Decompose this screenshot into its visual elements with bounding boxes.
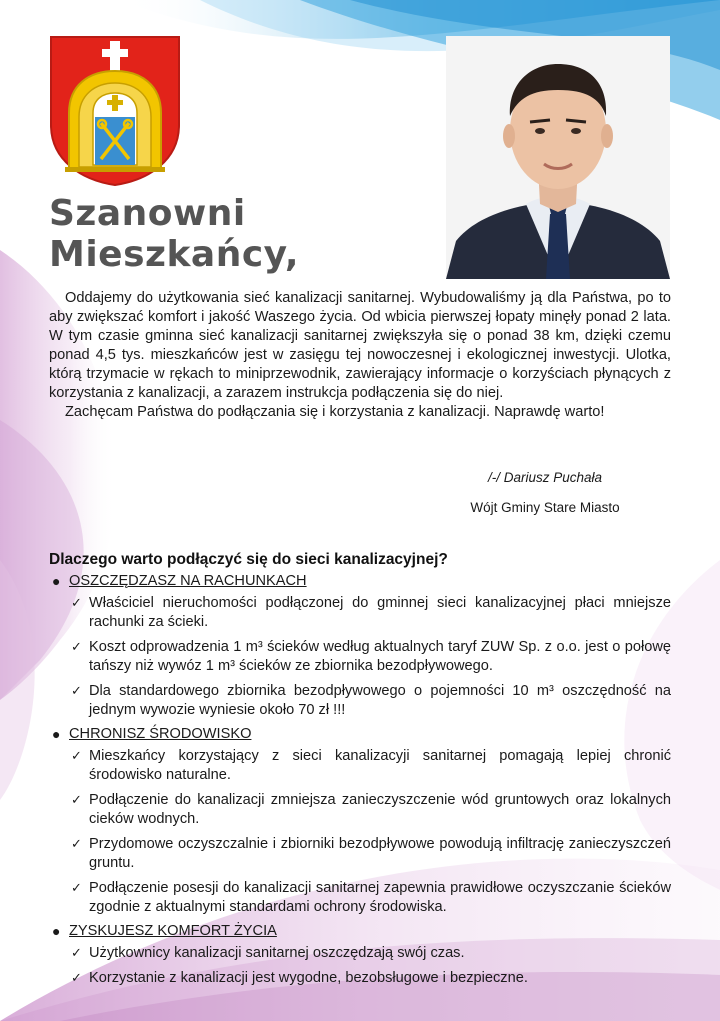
check-icon: ✓ [71, 640, 82, 655]
list-item-text: Mieszkańcy korzystający z sieci kanalizacyji sanitarnej pomagają lepiej chronić środowisko naturalne. [89, 748, 671, 783]
list-item-text: Podłączenie posesji do kanalizacji sanitarnej zapewnia prawidłowe oczyszczanie ścieków zgodnie z aktualnymi standardami ochrony środowiska. [89, 880, 671, 915]
list-item [71, 594, 671, 632]
list-item [71, 944, 671, 963]
greeting-line-1: Szanowni [49, 193, 246, 234]
list-item-text: Właściciel nieruchomości podłączonej do gminnej sieci kanalizacyjnej płaci mniejsze rachunki za ścieki. [89, 595, 671, 630]
check-icon: ✓ [71, 596, 82, 611]
check-icon: ✓ [71, 971, 82, 986]
benefits-list [49, 572, 671, 988]
list-item [71, 835, 671, 873]
list-item [71, 879, 671, 917]
bullet-icon: ● [52, 726, 61, 742]
section-title-text: OSZCZĘDZASZ NA RACHUNKACH [69, 573, 307, 589]
signature-name: /-/ Dariusz Puchała [487, 470, 603, 485]
check-icon: ✓ [71, 684, 82, 699]
check-icon: ✓ [71, 749, 82, 764]
check-icon: ✓ [71, 837, 82, 852]
section-title [49, 572, 671, 591]
check-icon: ✓ [71, 946, 82, 961]
list-item [71, 682, 671, 720]
bullet-icon: ● [52, 923, 61, 939]
section-title [49, 922, 671, 941]
portrait-photo [446, 36, 670, 279]
section-savings [49, 572, 671, 720]
list-item-text: Użytkownicy kanalizacji sanitarnej oszczędzają swój czas. [89, 945, 465, 961]
intro-paragraph-1: Oddajemy do użytkowania sieć kanalizacji sanitarnej. Wybudowaliśmy ją dla Państwa, po to aby zwiększać komfort i jakość Waszego życia. Od wbicia pierwszej łopaty minęły ponad 2 lata. W tym czasie gminna sieć kanalizacji sanitarnej zwiększyła się o ponad 38 km, dzięki czemu ponad 4,5 tys. mieszkańców jest w zasięgu tej nowoczesnej i ekologicznej inwestycji. Ulotka, którą trzymacie w rękach to miniprzewodnik, zawierający informacje o korzyściach płynących z korzystania z kanalizacji, a zarazem instrukcja podłączenia się do niej. [49, 290, 671, 401]
section-title-text: CHRONISZ ŚRODOWISKO [69, 726, 252, 742]
section-title-text: ZYSKUJESZ KOMFORT ŻYCIA [69, 923, 277, 939]
greeting-heading [49, 193, 439, 275]
list-item-text: Przydomowe oczyszczalnie i zbiorniki bezodpływowe powodują infiltrację zanieczyszczeń gruntu. [89, 836, 671, 871]
check-icon: ✓ [71, 881, 82, 896]
list-item [71, 791, 671, 829]
list-item [71, 747, 671, 785]
signature-role: Wójt Gminy Stare Miasto [470, 500, 620, 515]
list-item-text: Podłączenie do kanalizacji zmniejsza zanieczyszczenie wód gruntowych oraz lokalnych cieków wodnych. [89, 792, 671, 827]
section-environment [49, 725, 671, 917]
list-item [71, 638, 671, 676]
check-icon: ✓ [71, 793, 82, 808]
list-item [71, 969, 671, 988]
section-comfort [49, 922, 671, 988]
list-item-text: Koszt odprowadzenia 1 m³ ścieków według aktualnych taryf ZUW Sp. z o.o. jest o połowę tańszy niż wywóz 1 m³ ścieków ze zbiornika bezodpływowego. [89, 639, 671, 674]
list-item-text: Korzystanie z kanalizacji jest wygodne, bezobsługowe i bezpieczne. [89, 970, 528, 986]
intro-paragraph-2: Zachęcam Państwa do podłączania się i korzystania z kanalizacji. Naprawdę warto! [65, 404, 605, 420]
why-connect-heading: Dlaczego warto podłączyć się do sieci kanalizacyjnej? [49, 551, 448, 568]
intro-letter [49, 289, 671, 422]
greeting-line-2: Mieszkańcy, [49, 234, 300, 275]
list-item-text: Dla standardowego zbiornika bezodpływowego o pojemności 10 m³ oszczędność na jednym wywozie wyniesie około 70 zł !!! [89, 683, 671, 718]
coat-of-arms-logo [49, 35, 181, 187]
bullet-icon: ● [52, 573, 61, 589]
section-title [49, 725, 671, 744]
